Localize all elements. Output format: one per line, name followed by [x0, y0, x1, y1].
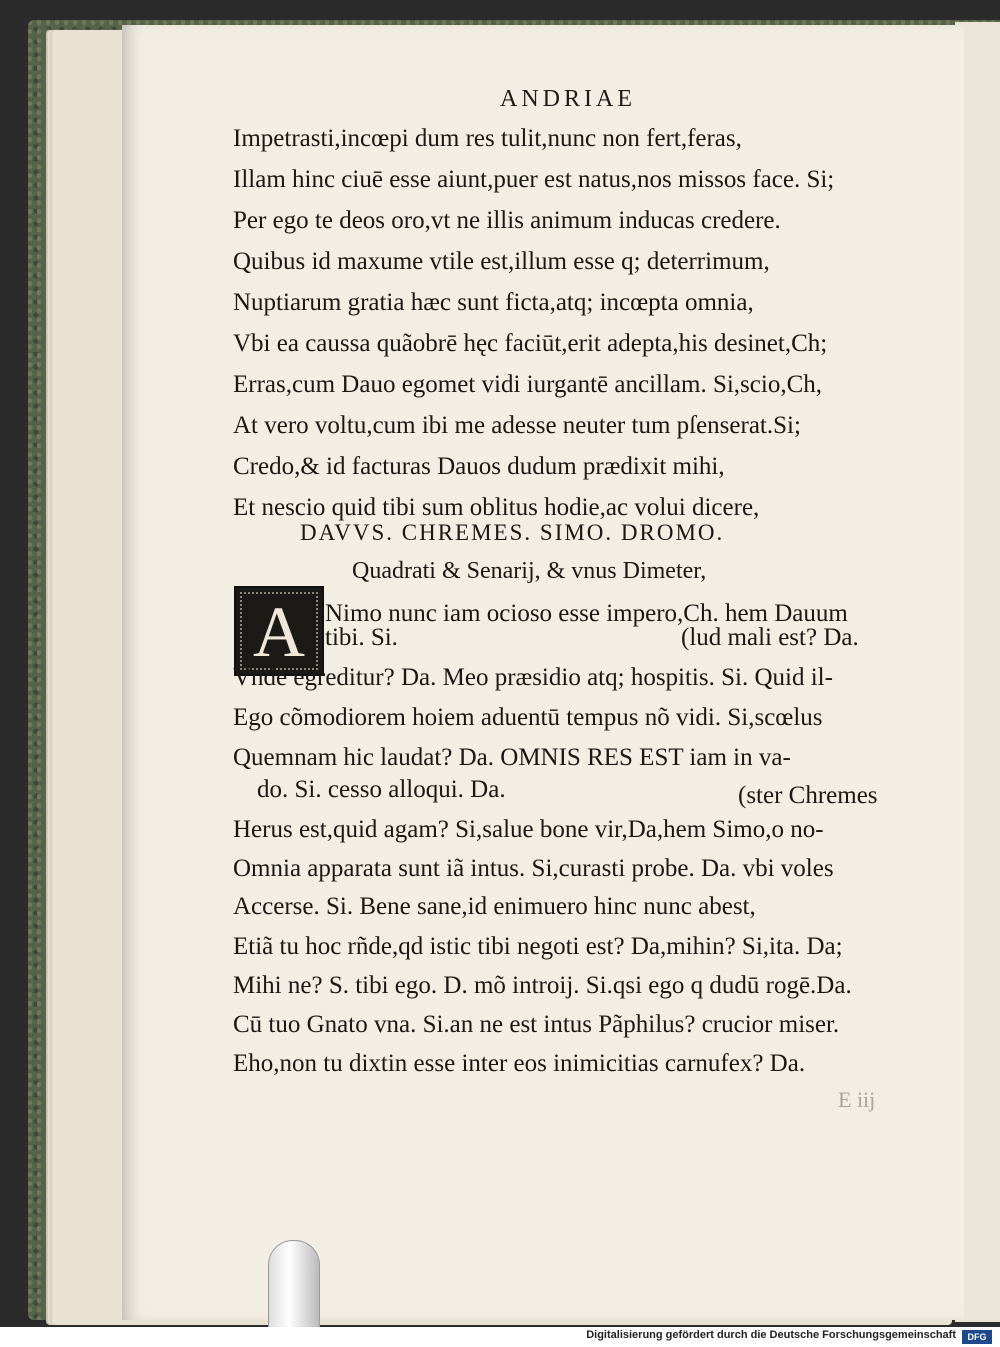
scene-line: (ster Chremes: [738, 782, 878, 809]
scene-line: (lud mali est? Da.: [681, 624, 859, 651]
decorated-initial: A: [234, 586, 324, 676]
verse-line: Quibus id maxume vtile est,illum esse q; deterrimum,: [233, 248, 770, 275]
scene-line: Nimo nunc iam ocioso esse impero,Ch. hem Dauum: [325, 600, 848, 627]
footer-credit: Digitalisierung gefördert durch die Deutsche Forschungsgemeinschaft: [586, 1329, 956, 1341]
verse-line: Et nescio quid tibi sum oblitus hodie,ac volui dicere,: [233, 494, 760, 521]
dfg-logo: DFG: [962, 1330, 992, 1344]
scene-heading: DAVVS. CHREMES. SIMO. DROMO.: [300, 520, 725, 545]
verse-line: Vbi ea caussa quãobrē hęc faciūt,erit adepta,his desinet,Ch;: [233, 330, 828, 357]
running-title: ANDRIAE: [500, 86, 636, 112]
scene-line: Etiã tu hoc rñde,qd istic tibi negoti est? Da,mihin? Si,ita. Da;: [233, 933, 843, 960]
verse-line: Illam hinc ciuē esse aiunt,puer est natus,nos missos face. Si;: [233, 166, 835, 193]
scene-line: Vnde egreditur? Da. Meo præsidio atq; hospitis. Si. Quid il-: [233, 664, 833, 691]
scene-line: tibi. Si.: [325, 624, 398, 651]
scene-line: do. Si. cesso alloqui. Da.: [257, 776, 506, 803]
verse-line: Credo,& id facturas Dauos dudum prædixit mihi,: [233, 453, 725, 480]
meter-note: Quadrati & Senarij, & vnus Dimeter,: [352, 558, 707, 584]
scene-line: Cū tuo Gnato vna. Si.an ne est intus Pãphilus? crucior miser.: [233, 1011, 840, 1038]
scene-line: Accerse. Si. Bene sane,id enimuero hinc nunc abest,: [233, 893, 756, 920]
scene-line: Herus est,quid agam? Si,salue bone vir,Da,hem Simo,o no-: [233, 816, 824, 843]
scene-line: Mihi ne? S. tibi ego. D. mõ introij. Si.qsi ego q dudū rogē.Da.: [233, 972, 852, 999]
signature-mark: E iij: [838, 1087, 876, 1112]
scene-line: Omnia apparata sunt iã intus. Si,curasti probe. Da. vbi voles: [233, 855, 834, 882]
footer-bar: [0, 1327, 1000, 1347]
scene-line: Quemnam hic laudat? Da. OMNIS RES EST iam in va-: [233, 744, 791, 771]
verse-line: Impetrasti,incœpi dum res tulit,nunc non fert,feras,: [233, 125, 742, 152]
scene-line: Ego cõmodiorem hoiem aduentū tempus nõ vidi. Si,scœlus: [233, 704, 823, 731]
verse-line: Per ego te deos oro,vt ne illis animum inducas credere.: [233, 207, 781, 234]
scene-line: Eho,non tu dixtin esse inter eos inimicitias carnufex? Da.: [233, 1050, 806, 1077]
verse-line: At vero voltu,cum ibi me adesse neuter tum pſenserat.Si;: [233, 412, 801, 439]
verse-line: Erras,cum Dauo egomet vidi iurgantē ancillam. Si,scio,Ch,: [233, 371, 822, 398]
verse-line: Nuptiarum gratia hæc sunt ficta,atq; incœpta omnia,: [233, 289, 754, 316]
